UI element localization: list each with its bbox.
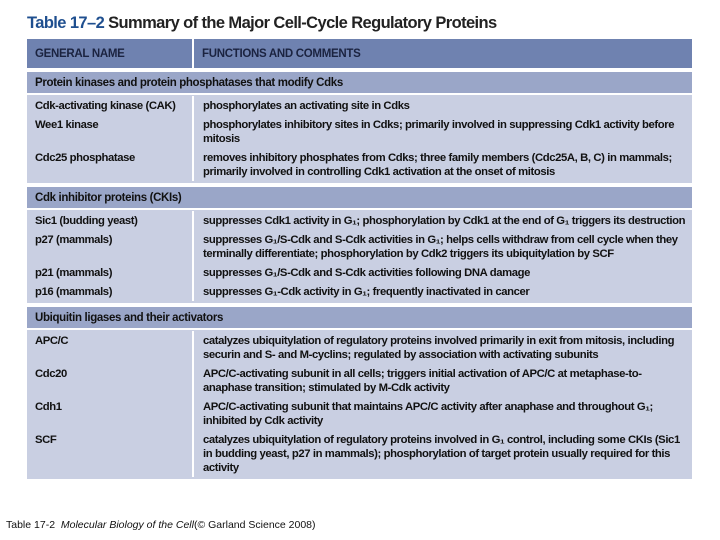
protein-function: phosphorylates inhibitory sites in Cdks; primarily involved in suppressing Cdk1 activity before mitosis <box>203 119 675 145</box>
protein-function: phosphorylates an activating site in Cdks <box>203 100 410 112</box>
protein-function: suppresses Cdk1 activity in G₁; phosphorylation by Cdk1 at the end of G₁ triggers its destruction <box>203 215 686 227</box>
table-row <box>27 96 692 115</box>
protein-name: p21 (mammals) <box>27 263 194 282</box>
figure-caption <box>6 519 316 531</box>
protein-name: APC/C <box>27 331 194 364</box>
protein-name: p16 (mammals) <box>27 282 194 301</box>
table-row <box>27 364 692 397</box>
section-heading: Cdk inhibitor proteins (CKIs) <box>27 187 692 210</box>
table-title-text: Summary of the Major Cell-Cycle Regulatory Proteins <box>108 14 497 32</box>
protein-function: removes inhibitory phosphates from Cdks; three family members (Cdc25A, B, C) in mammals; primarily involved in controlling Cdk1 activation at the onset of mitosis <box>203 152 672 178</box>
column-header-functions: FUNCTIONS AND COMMENTS <box>202 47 361 60</box>
protein-function: catalyzes ubiquitylation of regulatory proteins involved primarily in exit from mitosis, including securin and S- and M-cyclins; regulated by association with activating subunits <box>203 335 675 361</box>
table-row <box>27 430 692 477</box>
protein-function: suppresses G₁/S-Cdk and S-Cdk activities following DNA damage <box>203 267 530 279</box>
table-title <box>27 14 497 33</box>
table-row <box>27 148 692 181</box>
protein-function: suppresses G₁/S-Cdk and S-Cdk activities in G₁; helps cells withdraw from cell cycle when they terminally differentiate; phosphorylation by Cdk2 triggers its ubiquitylation by SCF <box>203 234 678 260</box>
section-heading: Protein kinases and protein phosphatases that modify Cdks <box>27 72 692 95</box>
protein-name: Cdh1 <box>27 397 194 430</box>
section-body <box>27 95 692 187</box>
protein-name: Sic1 (budding yeast) <box>27 211 194 230</box>
protein-name: SCF <box>27 430 194 477</box>
table-number: Table 17–2 <box>27 14 105 32</box>
section-body <box>27 210 692 307</box>
caption-table-number: Table 17-2 <box>6 519 56 531</box>
protein-function: APC/C-activating subunit in all cells; triggers initial activation of APC/C at metaphase-to-anaphase transition; stimulated by M-Cdk activity <box>203 368 642 394</box>
table-row <box>27 211 692 230</box>
section-body <box>27 330 692 483</box>
protein-name: Cdc20 <box>27 364 194 397</box>
caption-copyright: (© Garland Science 2008) <box>193 519 316 531</box>
protein-name: Cdk-activating kinase (CAK) <box>27 96 194 115</box>
section-heading: Ubiquitin ligases and their activators <box>27 307 692 330</box>
table-row <box>27 397 692 430</box>
protein-name: Wee1 kinase <box>27 115 194 148</box>
protein-function: catalyzes ubiquitylation of regulatory proteins involved in G₁ control, including some CKIs (Sic1 in budding yeast, p27 in mammals); phosphorylation of target protein usually required for this activity <box>203 434 680 474</box>
table-row <box>27 263 692 282</box>
table-row <box>27 115 692 148</box>
table-row <box>27 282 692 301</box>
table-row <box>27 331 692 364</box>
table-row <box>27 230 692 263</box>
table-header <box>27 39 692 72</box>
regulatory-proteins-table <box>27 39 692 483</box>
protein-name: Cdc25 phosphatase <box>27 148 194 181</box>
column-header-general-name: GENERAL NAME <box>27 39 194 68</box>
caption-book-title: Molecular Biology of the Cell <box>60 519 194 531</box>
protein-name: p27 (mammals) <box>27 230 194 263</box>
protein-function: suppresses G₁-Cdk activity in G₁; frequently inactivated in cancer <box>203 286 530 298</box>
protein-function: APC/C-activating subunit that maintains APC/C activity after anaphase and throughout G₁; inhibited by Cdk activity <box>203 401 653 427</box>
